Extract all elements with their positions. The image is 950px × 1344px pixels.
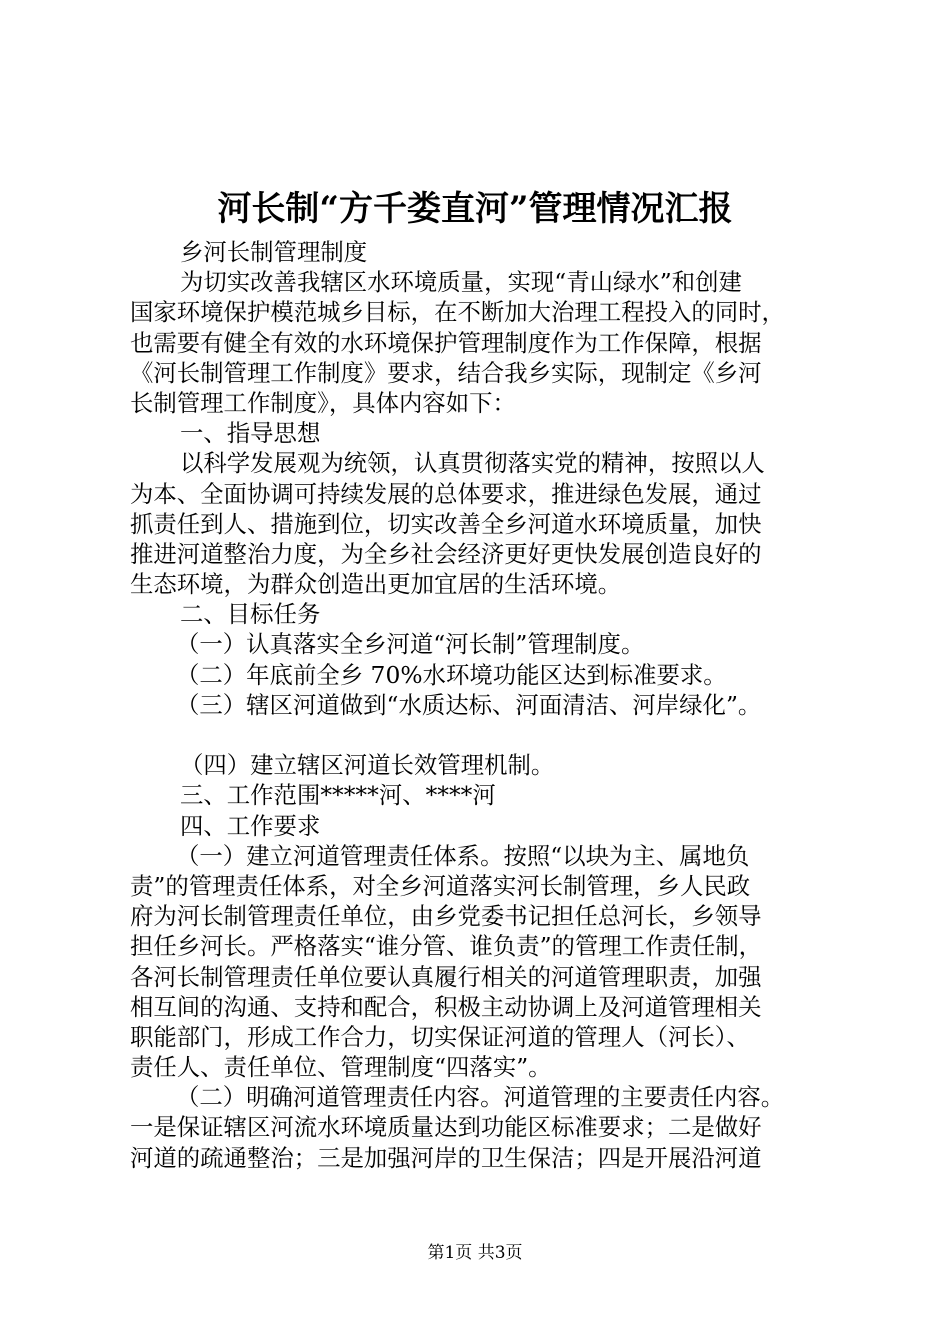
paragraph-line: 各河长制管理责任单位要认真履行相关的河道管理职责，加强	[130, 962, 762, 991]
paragraph-line: 《河长制管理工作制度》要求，结合我乡实际，现制定《乡河	[130, 358, 762, 387]
section-heading: 二、目标任务	[180, 600, 321, 629]
document-body	[130, 237, 835, 1173]
paragraph-line: 乡河长制管理制度	[180, 238, 368, 266]
section-heading: 四、工作要求	[180, 811, 321, 840]
blank-line	[130, 720, 835, 750]
document-title: 河长制“方千娄直河”管理情况汇报	[217, 189, 733, 229]
paragraph-line: 责”的管理责任体系，对全乡河道落实河长制管理，乡人民政	[130, 871, 751, 900]
list-item: （二）年底前全乡 70%水环境功能区达到标准要求。	[176, 660, 727, 689]
paragraph-line: 国家环境保护模范城乡目标，在不断加大治理工程投入的同时，	[130, 298, 785, 327]
paragraph-line: 责任人、责任单位、管理制度“四落实”。	[130, 1053, 552, 1082]
section-heading: 三、工作范围*****河、****河	[180, 781, 496, 810]
paragraph-line: 以科学发展观为统领，认真贯彻落实党的精神，按照以人	[180, 449, 765, 478]
paragraph-line: （一）建立河道管理责任体系。按照“以块为主、属地负	[176, 841, 750, 870]
paragraph-line: 河道的疏通整治；三是加强河岸的卫生保洁；四是开展沿河道	[130, 1143, 762, 1172]
paragraph-line: 长制管理工作制度》，具体内容如下：	[130, 388, 516, 417]
paragraph-line: 为本、全面协调可持续发展的总体要求，推进绿色发展，通过	[130, 479, 762, 508]
paragraph-line: 推进河道整治力度，为全乡社会经济更好更快发展创造良好的	[130, 539, 762, 568]
section-heading: 一、指导思想	[180, 419, 321, 448]
paragraph-line: 一是保证辖区河流水环境质量达到功能区标准要求；二是做好	[130, 1113, 762, 1142]
paragraph-line: （二）明确河道管理责任内容。河道管理的主要责任内容。	[176, 1083, 785, 1112]
paragraph-line: 担任乡河长。严格落实“谁分管、谁负责”的管理工作责任制，	[130, 932, 763, 961]
list-item: （一）认真落实全乡河道“河长制”管理制度。	[176, 630, 645, 659]
paragraph-line: 为切实改善我辖区水环境质量，实现“青山绿水”和创建	[180, 268, 742, 297]
list-item: （四）建立辖区河道长效管理机制。	[180, 751, 555, 780]
page-footer: 第1页 共3页	[427, 1243, 523, 1263]
paragraph-line: 相互间的沟通、支持和配合，积极主动协调上及河道管理相关	[130, 992, 762, 1021]
paragraph-line: 抓责任到人、措施到位，切实改善全乡河道水环境质量，加快	[130, 509, 762, 538]
paragraph-line: 也需要有健全有效的水环境保护管理制度作为工作保障，根据	[130, 328, 762, 357]
paragraph-line: 生态环境，为群众创造出更加宜居的生活环境。	[130, 570, 622, 599]
paragraph-line: 职能部门，形成工作合力，切实保证河道的管理人（河长）、	[130, 1022, 750, 1051]
paragraph-line: 府为河长制管理责任单位，由乡党委书记担任总河长，乡领导	[130, 902, 762, 931]
list-item: （三）辖区河道做到“水质达标、河面清洁、河岸绿化”。	[176, 690, 762, 719]
